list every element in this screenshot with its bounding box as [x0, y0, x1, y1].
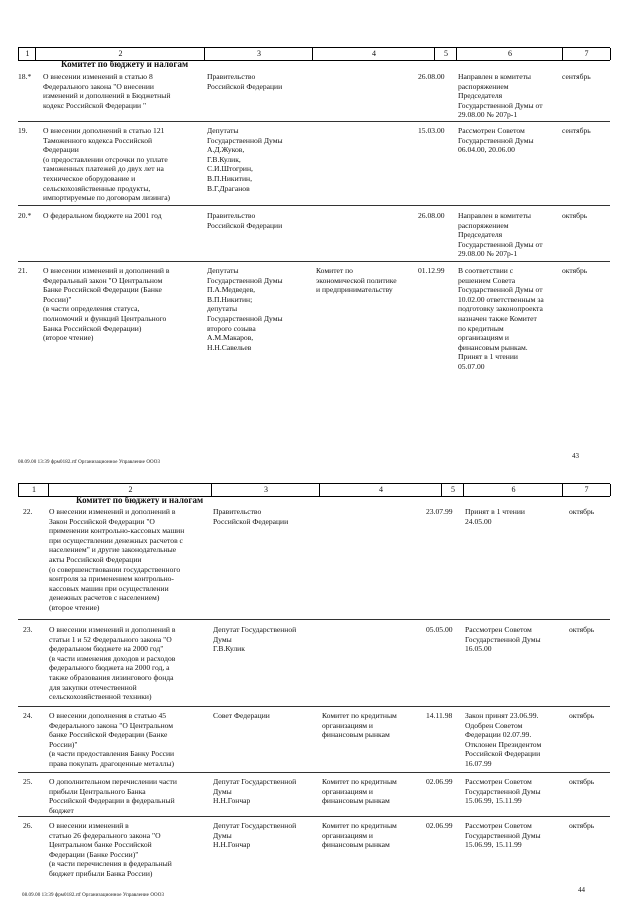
col-header: 4	[319, 484, 442, 496]
row-separator	[18, 205, 610, 206]
co-committee: Комитет по кредитным организациям и финансовым рынкам	[322, 777, 397, 806]
month: октябрь	[569, 777, 595, 786]
row-separator	[18, 261, 610, 262]
status: Рассмотрен Советом Государственной Думы 16.05.00	[465, 625, 541, 654]
bill-title: О внесении изменений и дополнений в статьи 1 и 52 Федерального закона "О федеральном бюджете на 2000 год" (в части изменения доходов и расходов федерального бюджета на 2000 год, а также образования лизингового фонда для закупки отечественной сельскохозяйственной техники)	[49, 625, 176, 702]
row-number: 18.*	[18, 72, 32, 81]
bill-title: О дополнительном перечислении части прибыли Центрального Банка Российской Федерации в федеральный бюджет	[49, 777, 177, 815]
initiator: Депутаты Государственной Думы А.Д.Жуков, Г.В.Кулик, С.И.Штогрин, В.П.Никитин, В.Г.Драганов	[207, 126, 283, 193]
committee-heading: Комитет по бюджету и налогам	[61, 59, 189, 69]
co-committee: Комитет по кредитным организациям и финансовым рынкам	[322, 821, 397, 850]
month: октябрь	[569, 821, 595, 830]
row-separator	[18, 121, 610, 122]
status: Направлен в комитеты распоряжением Председателя Государственной Думы от 29.08.00 № 207р-1	[458, 72, 543, 120]
month: октябрь	[562, 266, 588, 275]
page-number: 44	[578, 886, 585, 894]
co-committee: Комитет по кредитным организациям и финансовым рынкам	[322, 711, 397, 740]
status: Закон принят 23.06.99. Одобрен Советом Федерации 02.07.99. Отклонен Президентом Российской Федерации 16.07.99	[465, 711, 542, 768]
row-number: 25.	[23, 777, 33, 786]
date: 15.03.00	[418, 126, 445, 135]
row-number: 19.	[18, 126, 28, 135]
date: 02.06.99	[426, 821, 453, 830]
row-number: 26.	[23, 821, 33, 830]
page-footer: 08.09.00 13:39 фрм0182.rtf Организационное Управление ООО3	[18, 460, 161, 465]
row-separator	[18, 706, 610, 707]
row-separator	[18, 772, 610, 773]
initiator: Правительство Российской Федерации	[207, 211, 283, 230]
col-header: 6	[456, 48, 563, 60]
date: 23.07.99	[426, 507, 453, 516]
col-header: 6	[463, 484, 563, 496]
initiator: Депутат Государственной Думы Н.Н.Гончар	[213, 821, 297, 850]
row-number: 20.*	[18, 211, 32, 220]
row-number: 21.	[18, 266, 28, 275]
bill-title: О внесении изменений и дополнений в Федеральный закон "О Центральном Банке Российской Федерации (Банке России)" (в части определения статуса, полномочий и функций Центрального Банка Российской Федерации) (второе чтение)	[43, 266, 170, 343]
bill-title: О внесении дополнения в статью 45 Федерального закона "О Центральном банке Российской Федерации (Банке России)" (в части предоставления Банку России права покупать драгоценные металлы)	[49, 711, 175, 768]
row-number: 24.	[23, 711, 33, 720]
date: 26.08.00	[418, 211, 445, 220]
co-committee: Комитет по экономической политике и предпринимательству	[316, 266, 397, 295]
col-header: 3	[204, 48, 313, 60]
col-header: 7	[562, 484, 611, 496]
col-header: 3	[211, 484, 320, 496]
row-separator	[18, 619, 610, 620]
col-header: 1	[18, 48, 36, 60]
date: 26.08.00	[418, 72, 445, 81]
row-separator	[18, 816, 610, 817]
status: Рассмотрен Советом Государственной Думы 15.06.99, 15.11.99	[465, 777, 541, 806]
row-number: 23.	[23, 625, 33, 634]
bill-title: О внесении дополнений в статью 121 Таможенного кодекса Российской Федерации (о предоставлении отсрочки по уплате таможенных платежей до двух лет на техническое оборудование и сельскохозяйственные продукты, импортируемые по договорам лизинга)	[43, 126, 171, 203]
row-number: 22.	[23, 507, 33, 516]
month: сентябрь	[562, 72, 591, 81]
col-header: 4	[312, 48, 435, 60]
date: 01.12.99	[418, 266, 445, 275]
status: Принят в 1 чтении 24.05.00	[465, 507, 525, 526]
bill-title: О внесении изменений в статью 8 Федерального закона "О внесении изменений и дополнений в Бюджетный кодекс Российской Федерации "	[43, 72, 171, 110]
col-header: 1	[18, 484, 49, 496]
month: октябрь	[569, 711, 595, 720]
col-header: 5	[441, 484, 464, 496]
col-header: 7	[562, 48, 611, 60]
status: Рассмотрен Советом Государственной Думы 15.06.99, 15.11.99	[465, 821, 541, 850]
initiator: Депутат Государственной Думы Г.В.Кулик	[213, 625, 297, 654]
bill-title: О внесении изменений в статью 26 федерального закона "О Центральном банке Российской Федерации (Банке России)" (в части перечисления в федеральный бюджет прибыли Банка России)	[49, 821, 172, 878]
page-number: 43	[572, 452, 579, 460]
month: октябрь	[569, 625, 595, 634]
status: В соответствии с решением Совета Государственной Думы от 10.02.00 ответственным за подготовку законопроекта назначен также Комитет по кредитным организациям и финансовым рынкам. Принят в 1 чтении 05.07.00	[458, 266, 544, 371]
status: Рассмотрен Советом Государственной Думы 06.04.00, 20.06.00	[458, 126, 534, 155]
date: 02.06.99	[426, 777, 453, 786]
page-footer: 08.09.00 13:39 фрм0182.rtf Организационное Управление ООО3	[22, 893, 165, 898]
initiator: Совет Федерации	[213, 711, 270, 720]
col-header: 2	[35, 48, 205, 60]
bill-title: О внесении изменений и дополнений в Закон Российской Федерации "О применении контрольно-кассовых машин при осуществлении денежных расчетов с населением" и другие законодательные акты Российской Федерации (о совершенствовании государственного контроля за применением контрольно- кассовых машин при осуществлении денежных расчетов с населением) (второе чтение)	[49, 507, 185, 612]
bill-title: О федеральном бюджете на 2001 год	[43, 211, 162, 220]
month: октябрь	[569, 507, 595, 516]
initiator: Правительство Российской Федерации	[207, 72, 283, 91]
month: октябрь	[562, 211, 588, 220]
initiator: Депутат Государственной Думы Н.Н.Гончар	[213, 777, 297, 806]
col-header: 2	[48, 484, 212, 496]
initiator: Правительство Российской Федерации	[213, 507, 289, 526]
committee-heading: Комитет по бюджету и налогам	[76, 495, 204, 505]
month: сентябрь	[562, 126, 591, 135]
status: Направлен в комитеты распоряжением Председателя Государственной Думы от 29.08.00 № 207р-1	[458, 211, 543, 259]
col-header: 5	[434, 48, 457, 60]
date: 05.05.00	[426, 625, 453, 634]
date: 14.11.98	[426, 711, 453, 720]
initiator: Депутаты Государственной Думы П.А.Медведев, В.П.Никитин; депутаты Государственной Думы второго созыва А.М.Макаров, Н.Н.Савельев	[207, 266, 283, 352]
